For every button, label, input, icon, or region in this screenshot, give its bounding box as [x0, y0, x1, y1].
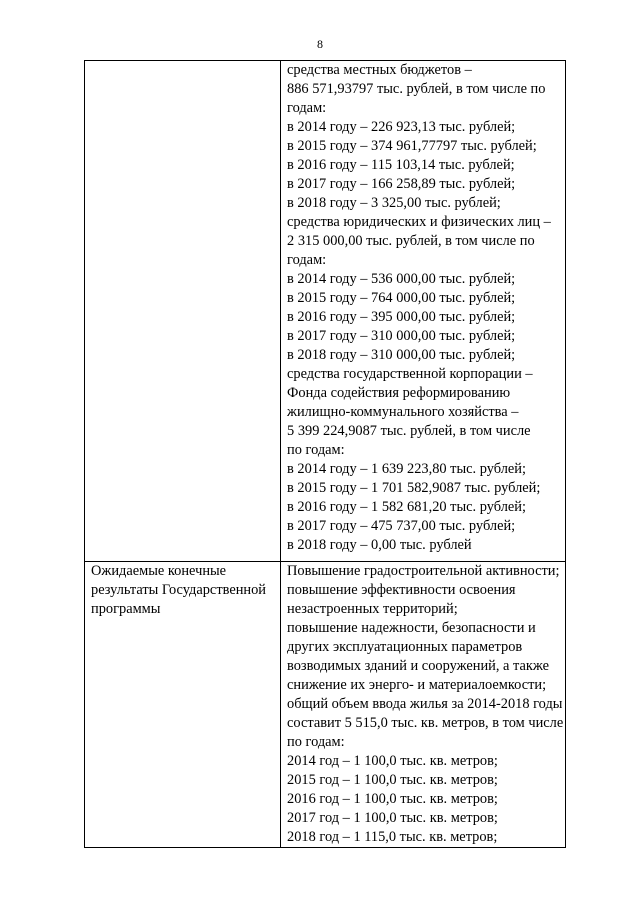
- content-line: в 2015 году – 764 000,00 тыс. рублей;: [287, 290, 516, 306]
- content-line: средства местных бюджетов –: [287, 62, 472, 78]
- content-line: в 2015 году – 1 701 582,9087 тыс. рублей;: [287, 480, 541, 496]
- content-line: в 2014 году – 536 000,00 тыс. рублей;: [287, 271, 516, 287]
- page-number: 8: [317, 37, 323, 51]
- content-line: 5 399 224,9087 тыс. рублей, в том числе: [287, 423, 531, 439]
- content-line: повышение эффективности освоения: [287, 582, 516, 598]
- content-line: по годам:: [287, 442, 345, 458]
- content-line: жилищно-коммунального хозяйства –: [287, 404, 519, 420]
- row-label-cell: [85, 562, 281, 848]
- content-line: в 2015 году – 374 961,77797 тыс. рублей;: [287, 138, 537, 154]
- content-line: 2016 год – 1 100,0 тыс. кв. метров;: [287, 791, 498, 807]
- content-line: 2017 год – 1 100,0 тыс. кв. метров;: [287, 810, 498, 826]
- content-line: Фонда содействия реформированию: [287, 385, 511, 401]
- row-label-line: результаты Государственной: [91, 582, 267, 598]
- row-label-line: программы: [91, 601, 161, 617]
- content-line: средства государственной корпорации –: [287, 366, 533, 382]
- content-line: общий объем ввода жилья за 2014-2018 годы: [287, 696, 563, 712]
- content-line: годам:: [287, 252, 327, 268]
- content-line: 886 571,93797 тыс. рублей, в том числе по: [287, 81, 546, 97]
- content-line: Повышение градостроительной активности;: [287, 563, 560, 579]
- content-line: незастроенных территорий;: [287, 601, 458, 617]
- content-line: в 2018 году – 0,00 тыс. рублей: [287, 537, 472, 553]
- row-label-line: Ожидаемые конечные: [91, 563, 227, 579]
- content-line: 2015 год – 1 100,0 тыс. кв. метров;: [287, 772, 498, 788]
- content-line: в 2017 году – 166 258,89 тыс. рублей;: [287, 176, 516, 192]
- program-passport-table: [84, 60, 566, 848]
- content-line: 2018 год – 1 115,0 тыс. кв. метров;: [287, 829, 498, 845]
- content-line: в 2014 году – 1 639 223,80 тыс. рублей;: [287, 461, 526, 477]
- content-line: в 2016 году – 395 000,00 тыс. рублей;: [287, 309, 516, 325]
- content-line: составит 5 515,0 тыс. кв. метров, в том числе: [287, 715, 564, 731]
- content-line: в 2016 году – 1 582 681,20 тыс. рублей;: [287, 499, 526, 515]
- content-line: повышение надежности, безопасности и: [287, 620, 536, 636]
- row-label-cell: [85, 61, 281, 562]
- table-row-funding: [85, 61, 566, 562]
- content-line: 2014 год – 1 100,0 тыс. кв. метров;: [287, 753, 498, 769]
- content-line: в 2017 году – 310 000,00 тыс. рублей;: [287, 328, 516, 344]
- content-line: в 2014 году – 226 923,13 тыс. рублей;: [287, 119, 516, 135]
- content-line: в 2018 году – 310 000,00 тыс. рублей;: [287, 347, 516, 363]
- content-line: 2 315 000,00 тыс. рублей, в том числе по: [287, 233, 535, 249]
- content-line: других эксплуатационных параметров: [287, 639, 523, 655]
- funding-sources-cell: [281, 61, 566, 562]
- content-line: возводимых зданий и сооружений, а также: [287, 658, 550, 674]
- content-line: в 2018 году – 3 325,00 тыс. рублей;: [287, 195, 501, 211]
- content-line: в 2016 году – 115 103,14 тыс. рублей;: [287, 157, 515, 173]
- content-line: в 2017 году – 475 737,00 тыс. рублей;: [287, 518, 516, 534]
- content-line: годам:: [287, 100, 327, 116]
- table-row-expected-results: [85, 562, 566, 848]
- content-line: по годам:: [287, 734, 345, 750]
- content-line: средства юридических и физических лиц –: [287, 214, 551, 230]
- expected-results-cell: [281, 562, 566, 848]
- content-line: снижение их энерго- и материалоемкости;: [287, 677, 547, 693]
